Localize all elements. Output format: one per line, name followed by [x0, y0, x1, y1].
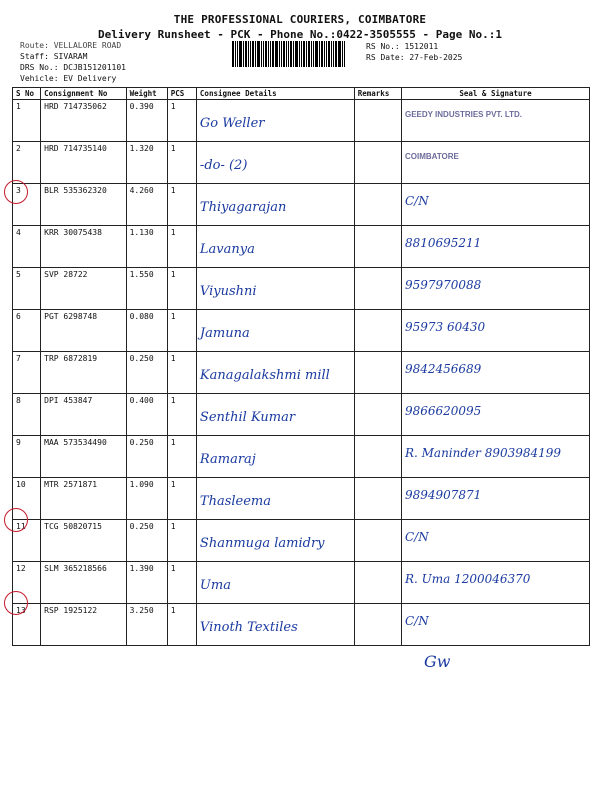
handwritten-consignee: Senthil Kumar — [199, 410, 296, 425]
barcode-bar — [232, 41, 234, 67]
consignee-cell — [196, 268, 354, 310]
col-weight: Weight — [126, 88, 167, 100]
barcode-bar — [293, 41, 294, 67]
signature-cell — [401, 142, 589, 184]
barcode-bar — [270, 41, 271, 67]
table-row — [13, 226, 590, 268]
remarks-cell — [354, 100, 401, 142]
rs-date: RS Date: 27-Feb-2025 — [366, 53, 463, 62]
handwritten-signature: R. Uma 1200046370 — [404, 572, 531, 586]
consignee-cell — [196, 226, 354, 268]
col-pcs: PCS — [167, 88, 196, 100]
consignee-cell — [196, 562, 354, 604]
consignment-cell: HRD 714735062 — [41, 100, 126, 142]
pcs-cell: 1 — [167, 478, 196, 520]
rs-info — [366, 41, 462, 63]
consignment-cell: TCG 50820715 — [41, 520, 126, 562]
barcode-bar — [245, 41, 247, 67]
weight-cell: 4.260 — [126, 184, 167, 226]
signature-cell — [401, 436, 589, 478]
barcode-bar — [295, 41, 298, 67]
remarks-cell — [354, 436, 401, 478]
handwritten-consignee: Ramaraj — [199, 452, 256, 467]
barcode-bar — [333, 41, 334, 67]
runsheet-title: Delivery Runsheet - PCK - Phone No.:0422-3505555 - Page No.:1 — [98, 28, 502, 41]
signature-cell — [401, 100, 589, 142]
signature-cell — [401, 352, 589, 394]
consignment-cell: RSP 1925122 — [41, 604, 126, 646]
barcode-bar — [313, 41, 314, 67]
route-info — [20, 40, 126, 84]
weight-cell: 1.550 — [126, 268, 167, 310]
red-circle-mark — [4, 180, 28, 204]
weight-cell: 1.090 — [126, 478, 167, 520]
barcode-bar — [328, 41, 330, 67]
table-header-row — [13, 88, 590, 100]
rs-number: RS No.: 1512011 — [366, 42, 439, 51]
table-row — [13, 520, 590, 562]
sno-cell: 6 — [13, 310, 41, 352]
remarks-cell — [354, 352, 401, 394]
handwritten-consignee: Shanmuga lamidry — [199, 536, 325, 551]
weight-cell: 0.390 — [126, 100, 167, 142]
sno-cell: 8 — [13, 394, 41, 436]
signature-cell — [401, 520, 589, 562]
sno-cell: 5 — [13, 268, 41, 310]
remarks-cell — [354, 394, 401, 436]
barcode-bar — [288, 41, 289, 67]
consignee-cell — [196, 604, 354, 646]
barcode-bar — [261, 41, 262, 67]
consignment-cell: HRD 714735140 — [41, 142, 126, 184]
barcode-bar — [290, 41, 292, 67]
barcode-bar — [321, 41, 323, 67]
pcs-cell: 1 — [167, 520, 196, 562]
signature-cell — [401, 478, 589, 520]
sno-cell: 2 — [13, 142, 41, 184]
col-consignee: Consignee Details — [196, 88, 354, 100]
handwritten-signature: C/N — [404, 614, 429, 628]
pcs-cell: 1 — [167, 604, 196, 646]
handwritten-signature: 9894907871 — [404, 488, 482, 502]
handwritten-signature: 8810695211 — [404, 236, 482, 250]
table-row — [13, 352, 590, 394]
consignee-cell — [196, 310, 354, 352]
barcode-bar — [243, 41, 244, 67]
consignee-cell — [196, 184, 354, 226]
handwritten-signature: C/N — [404, 530, 429, 544]
handwritten-signature: COIMBATORE — [404, 152, 459, 161]
remarks-cell — [354, 268, 401, 310]
signature-cell — [401, 226, 589, 268]
handwritten-signature: C/N — [404, 194, 429, 208]
route-label: Route: VELLALORE ROAD — [20, 41, 122, 50]
handwritten-consignee: Vinoth Textiles — [199, 620, 298, 635]
consignee-cell — [196, 436, 354, 478]
runsheet-table — [12, 87, 590, 646]
handwritten-consignee: Thiyagarajan — [199, 200, 287, 215]
handwritten-consignee: Lavanya — [199, 242, 255, 257]
pcs-cell: 1 — [167, 436, 196, 478]
consignee-cell — [196, 142, 354, 184]
table-row — [13, 100, 590, 142]
weight-cell: 0.250 — [126, 436, 167, 478]
consignee-cell — [196, 478, 354, 520]
handwritten-consignee: Kanagalakshmi mill — [199, 368, 330, 383]
handwritten-signature: R. Maninder 8903984199 — [404, 446, 562, 460]
vehicle-label: Vehicle: EV Delivery — [20, 74, 117, 83]
barcode-bar — [342, 41, 343, 67]
barcode-bar — [248, 41, 249, 67]
table-row — [13, 478, 590, 520]
table-row — [13, 184, 590, 226]
remarks-cell — [354, 520, 401, 562]
handwritten-consignee: Go Weller — [199, 116, 265, 131]
col-remarks: Remarks — [354, 88, 401, 100]
barcode-bar — [331, 41, 332, 67]
sno-cell: 1 — [13, 100, 41, 142]
barcode-bar — [263, 41, 264, 67]
weight-cell: 1.130 — [126, 226, 167, 268]
barcode-bar — [283, 41, 285, 67]
consignee-cell — [196, 352, 354, 394]
handwritten-signature: 95973 60430 — [404, 320, 486, 334]
pcs-cell: 1 — [167, 142, 196, 184]
signature-cell — [401, 394, 589, 436]
handwritten-consignee: -do- (2) — [199, 158, 248, 173]
consignment-cell: KRR 30075438 — [41, 226, 126, 268]
barcode-bar — [301, 41, 302, 67]
pcs-cell: 1 — [167, 562, 196, 604]
barcode-bar — [344, 41, 345, 67]
barcode-bar — [252, 41, 254, 67]
table-row — [13, 142, 590, 184]
table-row — [13, 268, 590, 310]
handwritten-signature: GEEDY INDUSTRIES PVT. LTD. — [404, 110, 523, 119]
table-row — [13, 436, 590, 478]
barcode-bar — [237, 41, 238, 67]
sno-cell: 7 — [13, 352, 41, 394]
consignment-cell: SVP 28722 — [41, 268, 126, 310]
pcs-cell: 1 — [167, 268, 196, 310]
barcode-bar — [255, 41, 256, 67]
barcode-bar — [257, 41, 260, 67]
handwritten-signature: 9866620095 — [404, 404, 482, 418]
consignment-cell: SLM 365218566 — [41, 562, 126, 604]
table-row — [13, 394, 590, 436]
barcode-bar — [303, 41, 305, 67]
remarks-cell — [354, 142, 401, 184]
consignment-cell: MTR 2571871 — [41, 478, 126, 520]
weight-cell: 0.400 — [126, 394, 167, 436]
handwritten-consignee: Thasleema — [199, 494, 272, 509]
barcode-bar — [272, 41, 274, 67]
barcode-bar — [268, 41, 269, 67]
weight-cell: 3.250 — [126, 604, 167, 646]
remarks-cell — [354, 562, 401, 604]
consignment-cell: MAA 573534490 — [41, 436, 126, 478]
barcode-bar — [306, 41, 307, 67]
barcode-bar — [338, 41, 341, 67]
staff-label: Staff: SIVARAM — [20, 52, 88, 61]
signature-cell — [401, 562, 589, 604]
footer-signature: Gw — [424, 652, 451, 671]
consignment-cell: BLR 535362320 — [41, 184, 126, 226]
sno-cell: 13 — [13, 604, 41, 646]
handwritten-signature: 9597970088 — [404, 278, 482, 292]
sno-cell: 12 — [13, 562, 41, 604]
weight-cell: 0.080 — [126, 310, 167, 352]
pcs-cell: 1 — [167, 226, 196, 268]
sno-cell: 3 — [13, 184, 41, 226]
col-signature: Seal & Signature — [401, 88, 589, 100]
remarks-cell — [354, 310, 401, 352]
barcode-bar — [265, 41, 267, 67]
barcode-bar — [299, 41, 300, 67]
handwritten-consignee: Uma — [199, 578, 231, 593]
barcode-bar — [319, 41, 320, 67]
table-row — [13, 562, 590, 604]
table-row — [13, 604, 590, 646]
barcode-bar — [324, 41, 325, 67]
signature-cell — [401, 184, 589, 226]
red-circle-mark — [4, 591, 28, 615]
pcs-cell: 1 — [167, 184, 196, 226]
barcode-bar — [286, 41, 287, 67]
red-circle-mark — [4, 508, 28, 532]
handwritten-signature: 9842456689 — [404, 362, 482, 376]
consignment-cell: PGT 6298748 — [41, 310, 126, 352]
consignee-cell — [196, 394, 354, 436]
pcs-cell: 1 — [167, 394, 196, 436]
barcode-bar — [279, 41, 280, 67]
col-sno: S No — [13, 88, 41, 100]
barcode-bar — [281, 41, 282, 67]
barcode-bar — [275, 41, 278, 67]
remarks-cell — [354, 604, 401, 646]
barcode-bar — [250, 41, 251, 67]
sno-cell: 4 — [13, 226, 41, 268]
consignee-cell — [196, 520, 354, 562]
consignment-cell: TRP 6872819 — [41, 352, 126, 394]
signature-cell — [401, 268, 589, 310]
pcs-cell: 1 — [167, 100, 196, 142]
barcode-bar — [326, 41, 327, 67]
barcode-bar — [235, 41, 236, 67]
handwritten-consignee: Viyushni — [199, 284, 257, 299]
barcode-bar — [335, 41, 337, 67]
pcs-cell: 1 — [167, 310, 196, 352]
barcode-bar — [239, 41, 242, 67]
remarks-cell — [354, 478, 401, 520]
weight-cell: 0.250 — [126, 520, 167, 562]
signature-cell — [401, 310, 589, 352]
remarks-cell — [354, 226, 401, 268]
table-row — [13, 310, 590, 352]
barcode-bar — [315, 41, 318, 67]
consignment-cell: DPI 453847 — [41, 394, 126, 436]
company-title: THE PROFESSIONAL COURIERS, COIMBATORE — [173, 13, 427, 26]
barcode — [232, 41, 350, 67]
drs-label: DRS No.: DCJB151201101 — [20, 63, 126, 72]
sno-cell: 10 — [13, 478, 41, 520]
weight-cell: 0.250 — [126, 352, 167, 394]
sno-cell: 11 — [13, 520, 41, 562]
handwritten-consignee: Jamuna — [199, 326, 250, 341]
signature-cell — [401, 604, 589, 646]
weight-cell: 1.390 — [126, 562, 167, 604]
barcode-bar — [308, 41, 310, 67]
sno-cell: 9 — [13, 436, 41, 478]
pcs-cell: 1 — [167, 352, 196, 394]
consignee-cell — [196, 100, 354, 142]
barcode-bar — [311, 41, 312, 67]
col-consignment: Consignment No — [41, 88, 126, 100]
remarks-cell — [354, 184, 401, 226]
weight-cell: 1.320 — [126, 142, 167, 184]
